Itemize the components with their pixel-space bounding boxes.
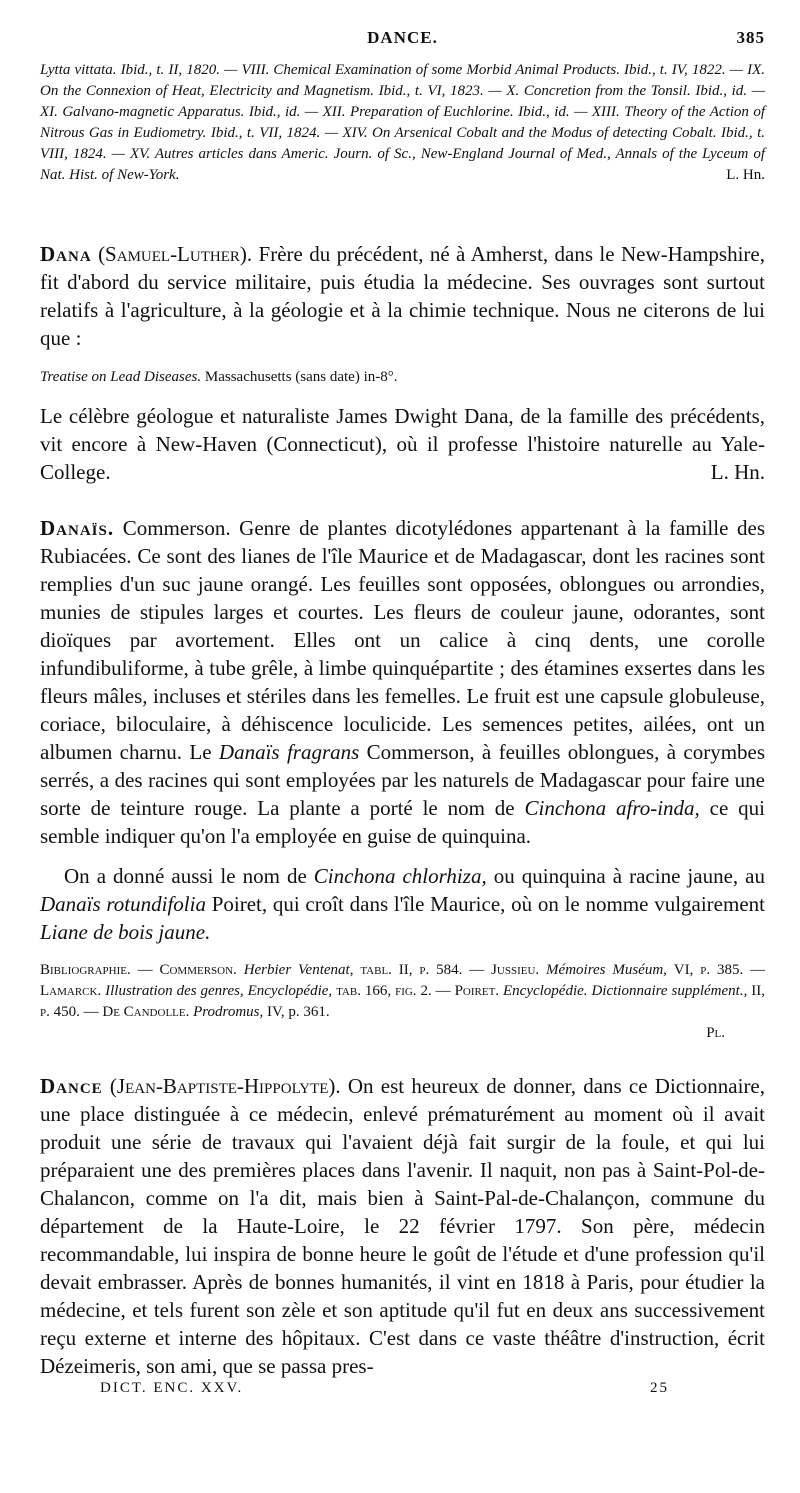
entry-text: On est heureux de donner, dans ce Dictionnaire, une place distinguée à ce médecin, enlevé prématurément au moment où il avait produit une série de travaux qui l'avaient déjà fait surgir de la foule, et qui lui préparaient une des premières places dans l'avenir. Il naquit, non pas à Saint-Pol-de-Chalancon, comme on l'a dit, mais bien à Saint-Pal-de-Chalançon, commune du département de la Haute-Loire, le 22 février 1797. Son père, médecin recommandable, lui inspira de bonne heure le goût de l'étude et d'une profession qu'il devait embrasser. Après de bonnes humanités, il vint en 1818 à Paris, pour étudier la médecine, et tels furent son zèle et son aptitude qu'il fut en deux ans successivement reçu externe et interne des hôpitaux. C'est dans ce vaste théâtre d'instruction, écrit Dézeimeris, son ami, que se passa pres- [40,1074,766,1378]
bibliography-title: Illustration des genres, Encyclopédie, [105,983,333,999]
page-number: 385 [736,28,765,47]
bibliography-text: VI, p. 385. — Lamarck. [40,962,766,999]
work-details: Massachusetts (sans date) in-8°. [204,369,398,385]
bibliography-title: Encyclopédie. Dictionnaire supplément., [503,983,748,999]
running-header [40,28,765,54]
entry-text: Commerson, à feuilles oblongues, à corymbes serrés, a des racines qui sont employées par les naturels de Madagascar pour faire une sorte de teinture rouge. La plante a porté le nom de [40,740,766,820]
entry-danais [40,514,765,850]
entry-text: ce qui semble indiquer qu'on l'a employée en guise de quinquina. [40,796,766,848]
note-signature: L. Hn. [710,460,765,484]
species-name: Liane de bois jaune. [40,920,211,944]
bibliography-title: Prodromus, [193,1004,264,1020]
entry-danais-bibliography [40,960,765,1044]
species-name: Danaïs rotundifolia [40,892,206,916]
species-name: Cinchona afro-inda, [524,796,700,820]
previous-entry-text: Lytta vittata. Ibid., t. II, 1820. — VIII. Chemical Examination of some Morbid Animal Products. Ibid., t. IV, 1822. — IX. On the Connexion of Heat, Electricity and Magnetism. Ibid., t. VI, 1823. — X. Concretion from the Tonsil. Ibid., id. — XI. Galvano-magnetic Apparatus. Ibid., id. — XII. Preparation of Euchlorine. Ibid., id. — XIII. Theory of the Action of Nitrous Gas in Eudiometry. Ibid., t. VII, 1824. — XIV. On Arsenical Cobalt and the Modus of detecting Cobalt. Ibid., t. VIII, 1824. — XV. Autres articles dans Americ. Journ. of Sc., New-England Journal of Med., Annals of the Lyceum of Nat. Hist. of New-York. [40,62,765,183]
previous-entry-signature: L. Hn. [726,167,765,183]
entry-text: Commerson. Genre de plantes dicotylédones appartenant à la famille des Rubiacées. Ce sont des lianes de l'île Maurice et de Madagascar, dont les racines sont remplies d'un suc jaune orangé. Les feuilles sont opposées, oblongues ou arrondies, munies de stipules larges et courtes. Les fleurs de couleur jaune, odorantes, sont dioïques par avortement. Elles ont un calice à cinq dents, une corolle infundibuliforme, à tube grêle, à limbe quinquépartite ; des étamines exsertes dans les fleurs mâles, incluses et stériles dans les femelles. Le fruit est une capsule globuleuse, coriace, biloculaire, à déhiscence loculicide. Les semences petites, ailées, ont un albumen charnu. Le [40,516,766,764]
entry-danais-para2 [40,862,765,946]
entry-text: ou quinquina à racine jaune, au [493,864,766,888]
header-title: DANCE. [367,28,438,47]
bibliography-text: IV, p. 361. [267,1004,330,1020]
species-name: Danaïs fragrans [218,740,360,764]
bibliography-text: — Commerson. [137,962,237,978]
entry-headword: Danaïs. [40,516,115,540]
bibliography-text: tabl. II, p. 584. — Jussieu. [360,962,540,978]
note-text: Le célèbre géologue et naturaliste James Dwight Dana, de la famille des précédents, vit encore à New-Haven (Connecticut), où il professe l'histoire naturelle au Yale-College. [40,404,765,484]
bibliography-signature: Pl. [706,1025,725,1041]
work-title: Treatise on Lead Diseases. [40,369,202,385]
previous-entry-continuation [40,60,765,186]
bibliography-title: Herbier Ventenat, [243,962,354,978]
entry-dana-note [40,402,765,486]
species-name: Cinchona chlorhiza, [313,864,487,888]
sheet-number: 25 [650,1380,669,1396]
entry-person-name: (Samuel-Luther). [98,242,253,266]
entry-text: On a donné aussi le nom de [64,864,307,888]
bibliography-text: tab. 166, fig. 2. — Poiret. [336,983,500,999]
signature-mark: DICT. ENC. XXV. [100,1380,244,1396]
entry-dana [40,240,765,352]
bibliography-label: Bibliographie. [40,962,131,978]
entry-headword: Dana [40,242,92,266]
page-footer [40,1380,765,1406]
entry-headword: Dance [40,1074,103,1098]
bibliography-text: II, p. 450. — De Candolle. [40,983,766,1020]
entry-person-name: (Jean-Baptiste-Hippolyte). [109,1074,341,1098]
entry-text: Poiret, qui croît dans l'île Maurice, où on le nomme vulgairement [211,892,765,916]
entry-dance [40,1072,765,1380]
entry-dana-work [40,367,765,388]
bibliography-title: Mémoires Muséum, [546,962,667,978]
entry-text: Frère du précédent, né à Amherst, dans le New-Hampshire, fit d'abord du service militaire, puis étudia la médecine. Ses ouvrages sont surtout relatifs à l'agriculture, à la géologie et à la chimie technique. Nous ne citerons de lui que : [40,242,765,350]
